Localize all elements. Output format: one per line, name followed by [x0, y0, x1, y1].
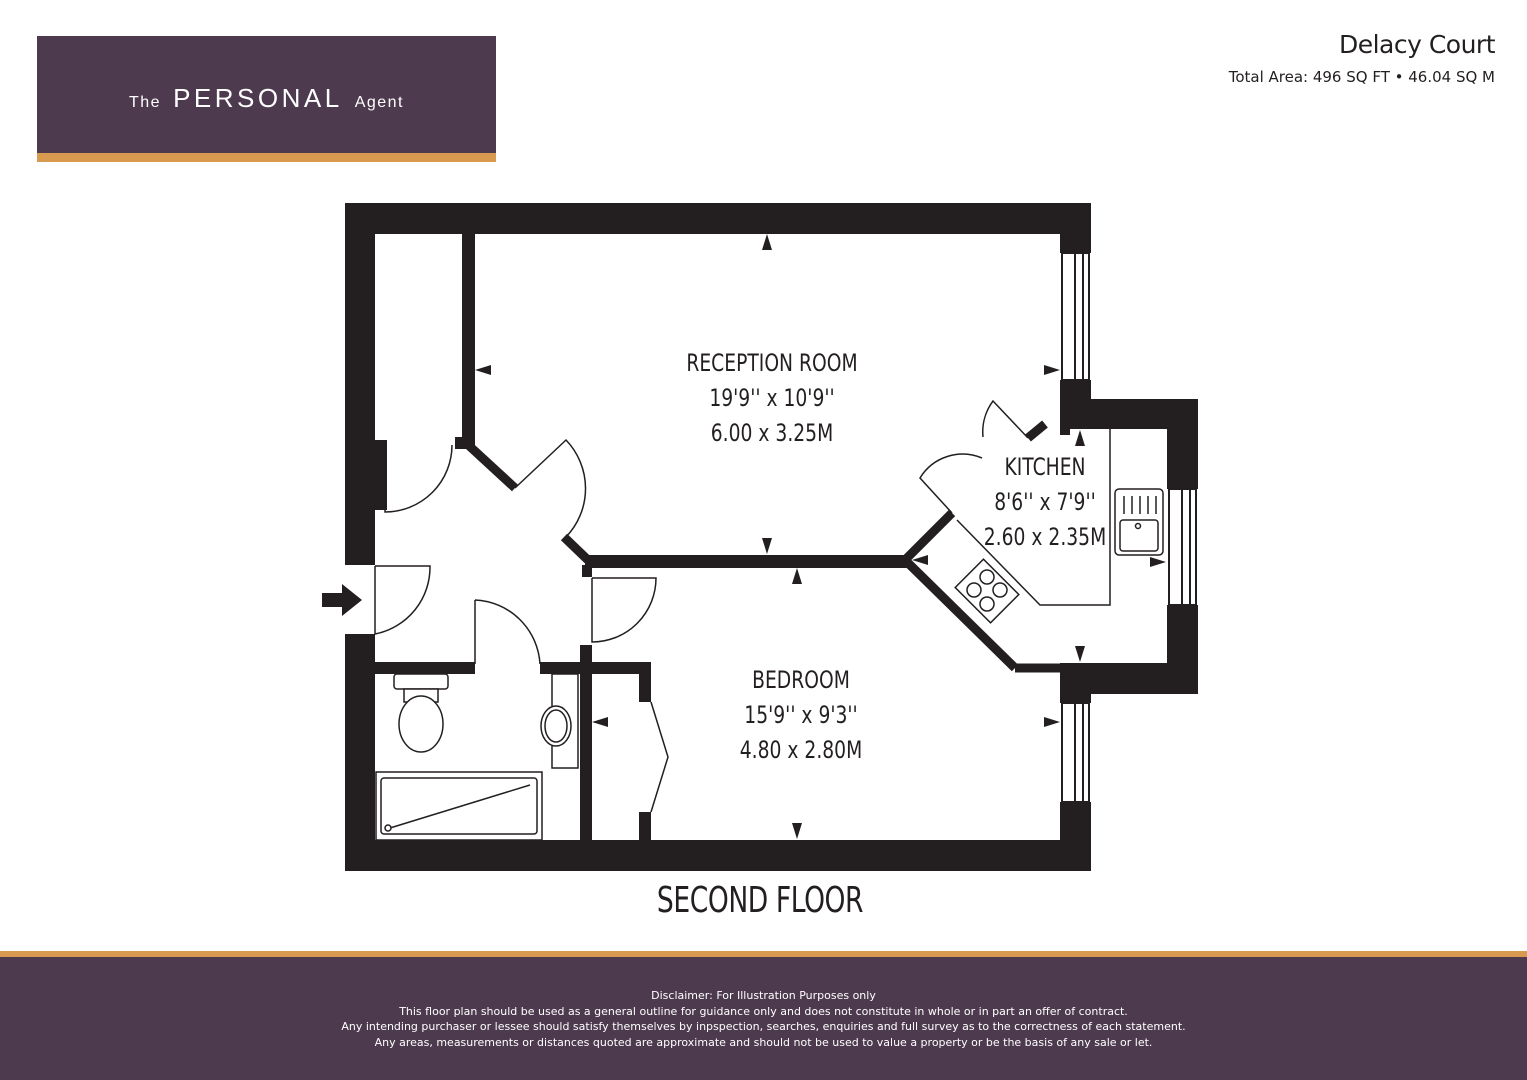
room-metric: 6.00 x 3.25M: [710, 419, 834, 447]
toilet-cistern: [394, 674, 448, 689]
disclaimer-line: This floor plan should be used as a general outline for guidance only and does not constitute in whole or in part an offer of contract.: [399, 1004, 1128, 1018]
door-kitchen-a: [983, 401, 1028, 438]
total-area: Total Area: 496 SQ FT • 46.04 SQ M: [1228, 68, 1495, 86]
door-entrance: [375, 566, 430, 634]
disclaimer-footer: [0, 957, 1527, 1080]
disclaimer-line: Any intending purchaser or lessee should satisfy themselves by inpspection, searches, enquiries and full survey as to the correctness of each statement.: [341, 1020, 1186, 1033]
entrance-arrow: [322, 584, 362, 616]
floor-label: SECOND FLOOR: [656, 880, 864, 921]
wall-bath-top-a: [375, 662, 475, 674]
wall-north: [345, 203, 1091, 234]
door-reception: [515, 440, 586, 537]
wall-bath-bedroom: [580, 645, 592, 840]
wall-east-a: [1060, 203, 1091, 253]
wall-hall-reception: [462, 234, 475, 440]
disclaimer-line: Disclaimer: For Illustration Purposes only: [651, 989, 876, 1002]
wall-reception-bedroom: [585, 555, 910, 568]
door-cupboard: [385, 445, 452, 512]
toilet-bowl: [399, 696, 443, 752]
logo-name: PERSONAL: [173, 82, 343, 113]
room-imperial: 15'9'' x 9'3'': [744, 701, 858, 729]
room-metric: 4.80 x 2.80M: [739, 736, 863, 764]
room-imperial: 8'6'' x 7'9'': [994, 488, 1096, 516]
wall-east-d: [1060, 802, 1091, 871]
wall-south: [345, 840, 1091, 871]
disclaimer-line: Any areas, measurements or distances quoted are approximate and should not be used to value a property or be the basis of any sale or let.: [374, 1035, 1153, 1049]
wall-west-upper: [345, 203, 375, 565]
property-title: Delacy Court: [1338, 30, 1495, 59]
logo-prefix: The: [129, 93, 162, 111]
door-bathroom: [475, 600, 540, 664]
room-bedroom: [684, 663, 918, 768]
logo-suffix: Agent: [354, 93, 404, 111]
room-name: BEDROOM: [752, 666, 850, 694]
room-metric: 2.60 x 2.35M: [983, 523, 1107, 551]
wall-bay-south: [1060, 663, 1198, 694]
room-kitchen: [967, 450, 1123, 555]
room-reception: [655, 346, 889, 451]
room-name: RECEPTION ROOM: [686, 349, 858, 377]
wall-bay-east-a: [1167, 399, 1198, 489]
door-bedroom: [592, 578, 656, 642]
room-name: KITCHEN: [1004, 453, 1086, 481]
wardrobe-door: [651, 702, 668, 812]
wall-west-lower: [345, 634, 375, 871]
room-imperial: 19'9'' x 10'9'': [709, 384, 835, 412]
